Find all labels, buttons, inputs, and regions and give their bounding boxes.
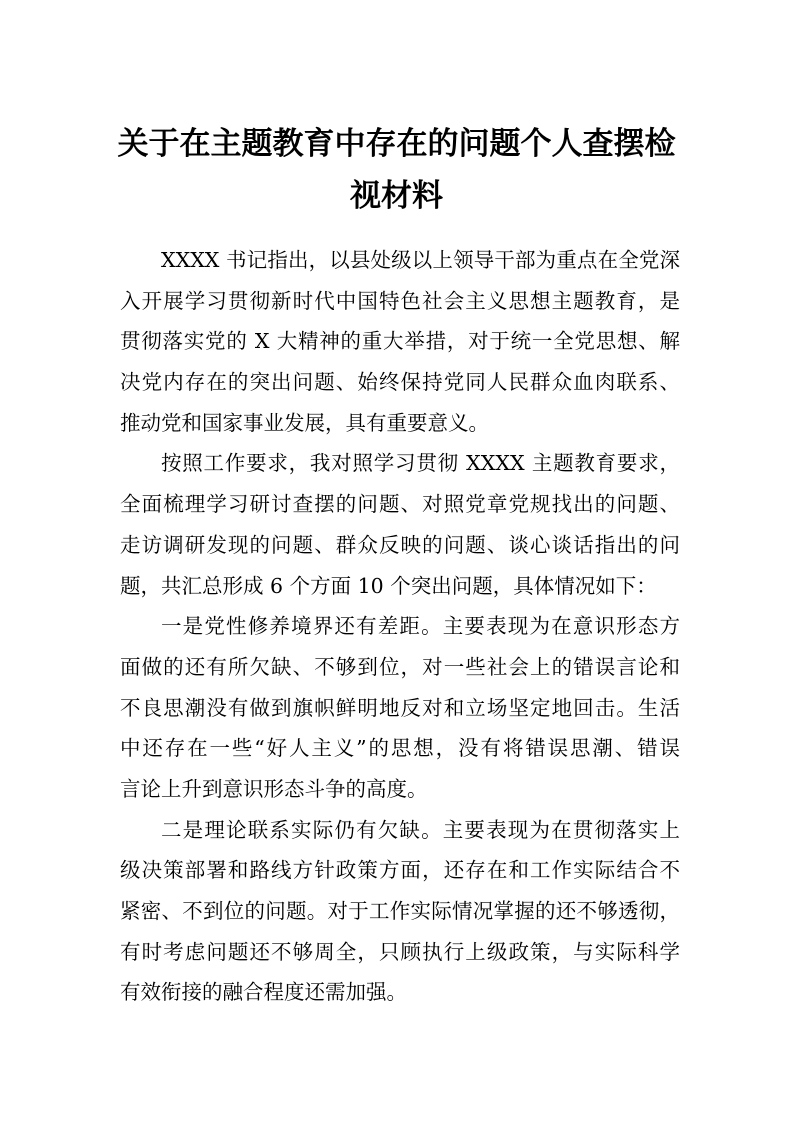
- paragraph-line: 全面梳理学习研讨查摆的问题、对照党章党规找出的问题、: [120, 492, 680, 517]
- paragraph-2: [120, 443, 680, 606]
- paragraph-line: 按照工作要求，我对照学习贯彻 XXXX 主题教育要求，: [161, 451, 680, 476]
- paragraph-line: 不良思潮没有做到旗帜鲜明地反对和立场坚定地回击。生活: [120, 695, 680, 720]
- paragraph-line: 入开展学习贯彻新时代中国特色社会主义思想主题教育，是: [120, 288, 680, 313]
- paragraph-line: 二是理论联系实际仍有欠缺。主要表现为在贯彻落实上: [161, 817, 680, 842]
- title-line: 关于在主题教育中存在的问题个人查摆检: [117, 126, 676, 162]
- paragraph-1: [120, 240, 680, 443]
- paragraph-line: 贯彻落实党的 X 大精神的重大举措，对于统一全党思想、解: [120, 329, 680, 354]
- paragraph-3: [120, 606, 680, 809]
- paragraph-4: [120, 810, 680, 1013]
- paragraph-line: 走访调研发现的问题、群众反映的问题、谈心谈话指出的问: [120, 532, 680, 557]
- paragraph-line: 中还存在一些“好人主义”的思想，没有将错误思潮、错误: [120, 736, 680, 761]
- paragraph-line: 紧密、不到位的问题。对于工作实际情况掌握的还不够透彻，: [120, 899, 680, 923]
- document-body: [120, 240, 680, 1013]
- paragraph-line: 级决策部署和路线方针政策方面，还存在和工作实际结合不: [120, 858, 680, 883]
- paragraph-line: 面做的还有所欠缺、不够到位，对一些社会上的错误言论和: [120, 654, 680, 679]
- document-title: [80, 118, 713, 222]
- paragraph-line: 言论上升到意识形态斗争的高度。: [120, 776, 428, 801]
- paragraph-line: 一是党性修养境界还有差距。主要表现为在意识形态方: [161, 614, 680, 639]
- title-line: 视材料: [350, 178, 443, 214]
- paragraph-line: 有效衔接的融合程度还需加强。: [120, 980, 407, 1005]
- paragraph-line: 题，共汇总形成 6 个方面 10 个突出问题，具体情况如下：: [120, 573, 657, 598]
- paragraph-line: XXXX 书记指出，以县处级以上领导干部为重点在全党深: [161, 248, 680, 272]
- paragraph-line: 决党内存在的突出问题、始终保持党同人民群众血肉联系、: [120, 370, 680, 395]
- paragraph-line: 推动党和国家事业发展，具有重要意义。: [120, 410, 489, 435]
- paragraph-line: 有时考虑问题还不够周全，只顾执行上级政策，与实际科学: [120, 939, 680, 964]
